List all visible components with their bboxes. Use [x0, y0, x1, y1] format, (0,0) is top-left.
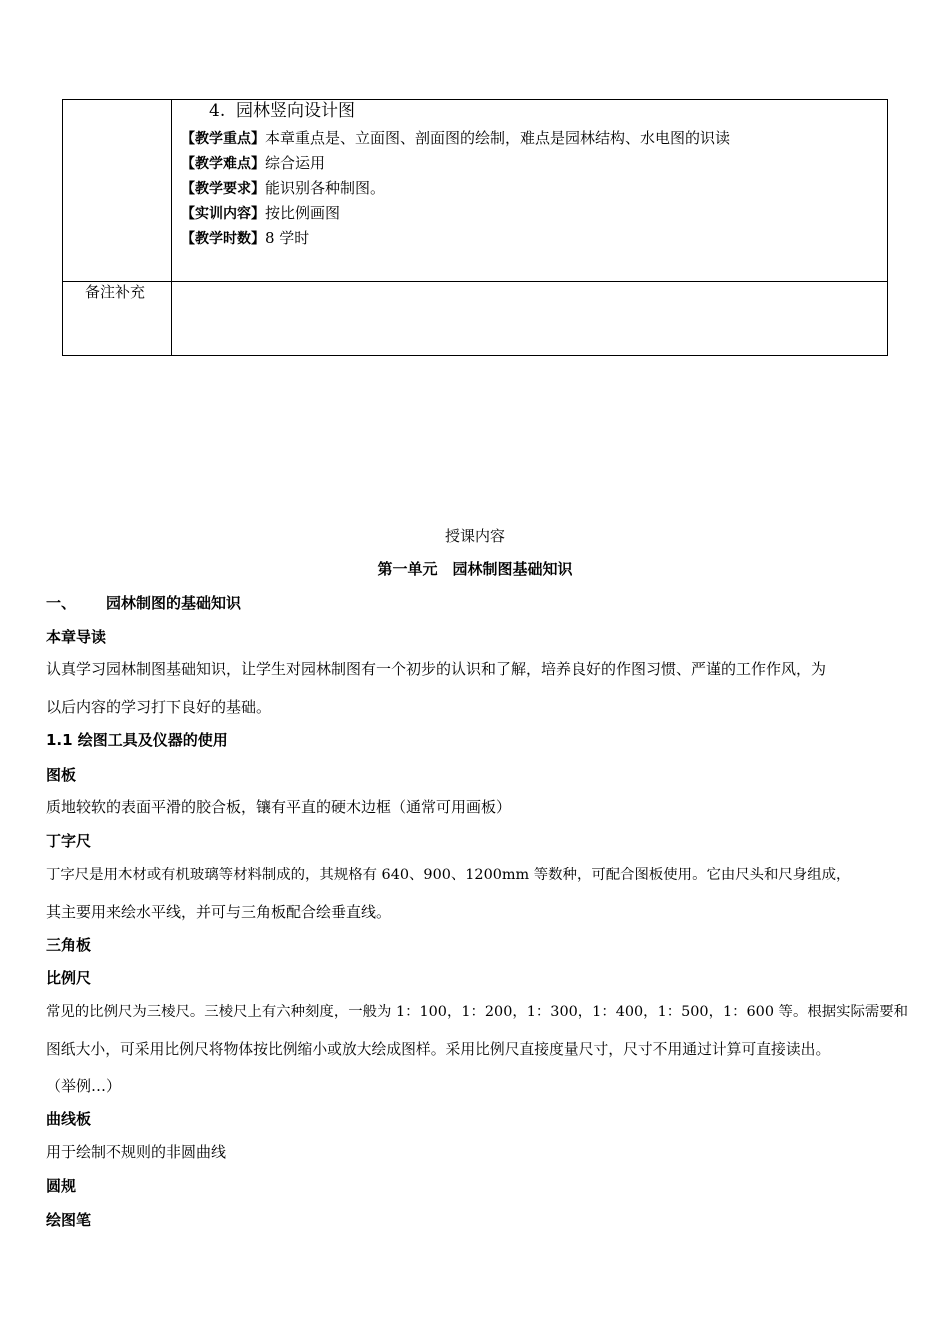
row-text: 能识别各种制图。 — [265, 179, 386, 197]
row-text: 按比例画图 — [265, 204, 341, 222]
row-label: 【教学时数】 — [181, 231, 265, 247]
compass-heading: 圆规 — [46, 1177, 77, 1195]
item-title: 园林竖向设计图 — [236, 101, 356, 121]
triangle-heading: 三角板 — [46, 936, 92, 954]
part-heading-text: 园林制图的基础知识 — [106, 594, 242, 612]
tsquare-line-2: 其主要用来绘水平线，并可与三角板配合绘垂直线。 — [46, 903, 392, 921]
table-row-divider — [63, 281, 887, 282]
intro-line-1: 认真学习园林制图基础知识，让学生对园林制图有一个初步的认识和了解，培养良好的作图习惯、严谨的工作作风，为 — [46, 660, 827, 678]
row-label: 【教学难点】 — [181, 156, 265, 172]
row-text: 综合运用 — [265, 154, 326, 172]
row-text: 8 学时 — [265, 229, 310, 247]
part-heading-number: 一、 — [46, 594, 77, 612]
pen-heading: 绘图笔 — [46, 1211, 92, 1229]
subsection-heading: 1.1 绘图工具及仪器的使用 — [46, 731, 228, 749]
item-heading — [209, 100, 355, 122]
remark-label: 备注补充 — [85, 283, 146, 301]
board-heading: 图板 — [46, 766, 77, 784]
teaching-difficulty-row — [181, 153, 325, 174]
intro-heading: 本章导读 — [46, 628, 107, 646]
teaching-requirement-row — [181, 178, 385, 199]
row-label: 【教学重点】 — [181, 131, 265, 147]
tsquare-heading: 丁字尺 — [46, 832, 92, 850]
scale-line-1: 常见的比例尺为三棱尺。三棱尺上有六种刻度，一般为 1：100，1：200，1：300，1：400，1：500，1：600 等。根据实际需要和 — [46, 1004, 909, 1020]
section-title: 授课内容 — [444, 527, 505, 545]
teaching-focus-row — [181, 128, 730, 149]
board-text: 质地较软的表面平滑的胶合板，镶有平直的硬木边框（通常可用画板） — [46, 798, 512, 816]
table-column-divider — [171, 100, 172, 355]
scale-heading: 比例尺 — [46, 969, 92, 987]
row-text: 本章重点是、立面图、剖面图的绘制，难点是园林结构、水电图的识读 — [265, 129, 731, 147]
scale-line-2: 图纸大小，可采用比例尺将物体按比例缩小或放大绘成图样。采用比例尺直接度量尺寸，尺寸不用通过计算可直接读出。 — [46, 1041, 831, 1058]
practical-content-row — [181, 203, 340, 224]
tsquare-line-1: 丁字尺是用木材或有机玻璃等材料制成的，其规格有 640、900、1200mm 等数种，可配合图板使用。它由尺头和尺身组成， — [46, 867, 851, 883]
intro-line-2: 以后内容的学习打下良好的基础。 — [46, 698, 272, 716]
part-heading — [46, 592, 241, 613]
item-number: 4. — [209, 101, 226, 121]
row-label: 【实训内容】 — [181, 206, 265, 222]
unit-title: 第一单元 园林制图基础知识 — [377, 560, 573, 578]
teaching-hours-row — [181, 228, 309, 249]
curve-text: 用于绘制不规则的非圆曲线 — [46, 1143, 227, 1161]
row-label: 【教学要求】 — [181, 181, 265, 197]
scale-line-3: （举例…） — [46, 1077, 122, 1095]
curve-heading: 曲线板 — [46, 1110, 92, 1128]
course-info-table — [62, 99, 888, 356]
